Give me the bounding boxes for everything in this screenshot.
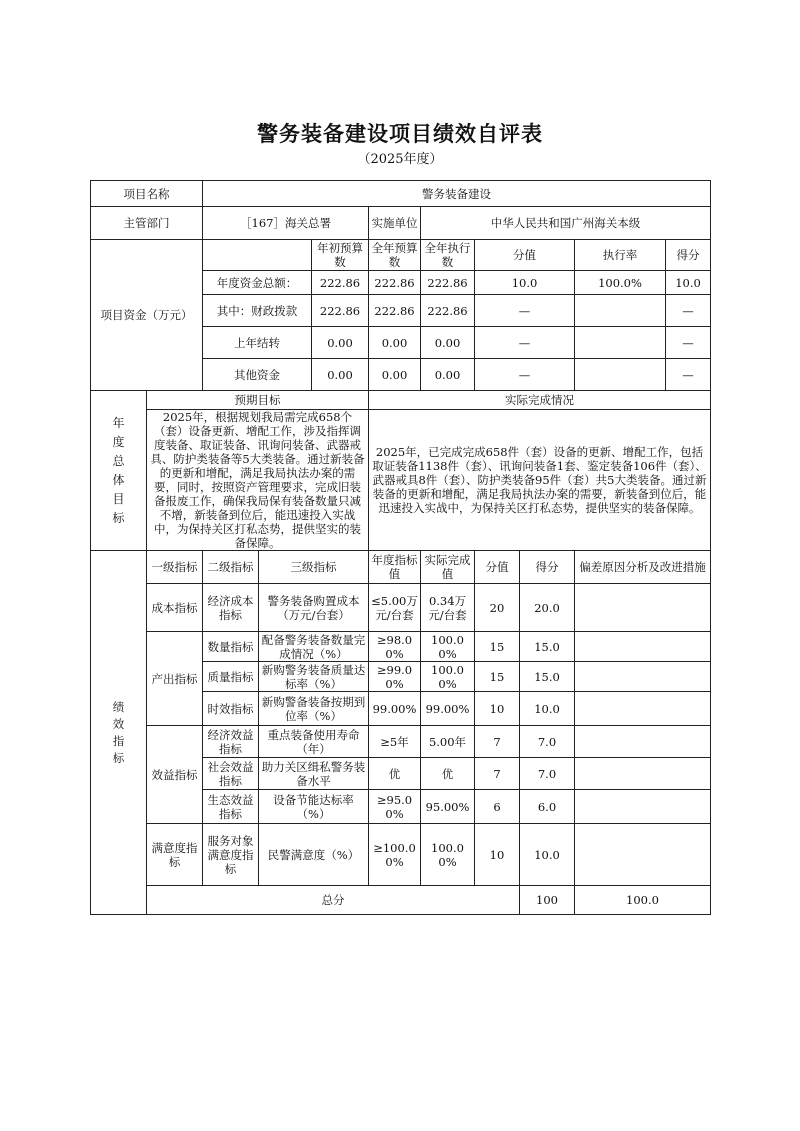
funds-row-rate: [575, 295, 666, 326]
ind-level3: 设备节能达标率（%）: [259, 790, 369, 824]
ind-header-level1: 一级指标: [147, 551, 203, 584]
ind-level1: 效益指标: [147, 726, 203, 824]
ind-level2: 生态效益指标: [203, 790, 259, 824]
ind-weight: 15: [475, 632, 520, 662]
dept-label: 主管部门: [91, 207, 203, 240]
ind-weight: 20: [475, 584, 520, 632]
funds-header-rate-score: [575, 240, 711, 271]
funds-row-score: 10.0: [675, 275, 701, 290]
funds-header-weight: 分值: [475, 240, 575, 271]
funds-row-weight: —: [475, 327, 575, 359]
funds-label: 项目资金（万元）: [91, 240, 203, 391]
funds-row-weight: —: [475, 295, 575, 327]
project-name-value: 警务装备建设: [203, 181, 711, 207]
impl-unit-value: 中华人民共和国广州海关本级: [421, 207, 711, 240]
funds-header-executed: 全年执行数: [421, 240, 475, 271]
funds-header-score: 得分: [676, 248, 700, 262]
ind-level1: 产出指标: [147, 632, 203, 726]
total-score: 100.0: [575, 886, 711, 915]
actual-result-text: 2025年，已完成完成658件（套）设备的更新、增配工作，包括取证装备1138件（套）、讯询问装备1套、鉴定装备106件（套）、武器戒具8件（套）、防护类装备95件（套）共5大类装备。通过新装备的更新和增配，满足我局执法办案的需要，新装备到位后，能迅速投入实战中，为保持关区打私态势，提供坚实的装备保障。: [369, 410, 711, 551]
ind-weight: 7: [475, 758, 520, 790]
funds-row-executed: 222.86: [421, 295, 475, 327]
ind-level1: 满意度指标: [147, 824, 203, 886]
funds-row-annual: 0.00: [369, 327, 421, 359]
ind-level2: 经济成本指标: [203, 584, 259, 632]
actual-result-header: 实际完成情况: [369, 391, 711, 410]
ind-header-target: 年度指标值: [369, 551, 421, 584]
ind-actual: 100.00%: [421, 824, 475, 886]
indicators-label: [91, 551, 147, 915]
ind-note: [575, 584, 711, 632]
ind-header-note: 偏差原因分析及改进措施: [575, 551, 711, 584]
funds-row-label: 其他资金: [203, 359, 312, 391]
ind-weight: 10: [475, 824, 520, 886]
funds-row-rate-score: [575, 295, 711, 327]
ind-level2: 时效指标: [203, 692, 259, 726]
ind-note: [575, 632, 711, 662]
ind-target: ≥99.00%: [369, 662, 421, 692]
ind-weight: 6: [475, 790, 520, 824]
funds-row-initial: 222.86: [312, 271, 369, 295]
funds-row-weight: —: [475, 359, 575, 391]
ind-note: [575, 662, 711, 692]
funds-header-initial: 年初预算数: [312, 240, 369, 271]
funds-row-label: 上年结转: [203, 327, 312, 359]
funds-row-initial: 0.00: [312, 359, 369, 391]
ind-weight: 7: [475, 726, 520, 758]
ind-target: ≥98.00%: [369, 632, 421, 662]
funds-row-rate: [575, 327, 666, 358]
evaluation-table: [90, 180, 711, 915]
ind-note: [575, 824, 711, 886]
total-label: 总分: [147, 886, 520, 915]
funds-row-annual: 0.00: [369, 359, 421, 391]
funds-row-rate-score: [575, 327, 711, 359]
ind-level3: 新购警务装备质量达标率（%）: [259, 662, 369, 692]
funds-row-annual: 222.86: [369, 271, 421, 295]
funds-header-rate: 执行率: [575, 240, 666, 270]
ind-target: ≥5年: [369, 726, 421, 758]
indicators-label-text: 绩效指标: [112, 699, 125, 765]
ind-level2: 社会效益指标: [203, 758, 259, 790]
ind-target: ≤5.00万元/台套: [369, 584, 421, 632]
funds-header-annual: 全年预算数: [369, 240, 421, 271]
ind-note: [575, 692, 711, 726]
funds-row-score: —: [682, 367, 694, 382]
page-subtitle: （2025年度）: [357, 152, 443, 167]
ind-score: 15.0: [520, 632, 575, 662]
ind-level3: 新购警备装备按期到位率（%）: [259, 692, 369, 726]
funds-row-initial: 222.86: [312, 295, 369, 327]
funds-row-rate-score: [575, 359, 711, 391]
impl-unit-label: 实施单位: [369, 207, 421, 240]
ind-score: 20.0: [520, 584, 575, 632]
project-name-label: 项目名称: [91, 181, 203, 207]
ind-score: 10.0: [520, 692, 575, 726]
ind-actual: 99.00%: [421, 692, 475, 726]
ind-score: 6.0: [520, 790, 575, 824]
expected-goal-text: 2025年，根据规划我局需完成658个（套）设备更新、增配工作，涉及指挥调度装备、取证装备、讯询问装备、武器戒具、防护类装备等5大类装备。通过新装备的更新和增配，满足我局执法办案的需要，同时，按照资产管理要求，完成旧装备报废工作，确保我局保有装备数量只减不增，新装备到位后，能迅速投入实战中，为保持关区打私态势，提供坚实的装备保障。: [147, 410, 369, 551]
ind-target: ≥100.00%: [369, 824, 421, 886]
ind-level1: 成本指标: [147, 584, 203, 632]
ind-level3: 重点装备使用寿命（年）: [259, 726, 369, 758]
funds-row-score: —: [682, 335, 694, 350]
ind-header-score: 得分: [520, 551, 575, 584]
funds-row-label: 其中：财政拨款: [203, 295, 312, 327]
ind-target: 优: [369, 758, 421, 790]
ind-score: 10.0: [520, 824, 575, 886]
ind-actual: 100.00%: [421, 662, 475, 692]
ind-weight: 15: [475, 662, 520, 692]
ind-level3: 民警满意度（%）: [259, 824, 369, 886]
ind-header-weight: 分值: [475, 551, 520, 584]
ind-level2: 质量指标: [203, 662, 259, 692]
ind-score: 7.0: [520, 758, 575, 790]
ind-note: [575, 726, 711, 758]
ind-header-actual: 实际完成值: [421, 551, 475, 584]
ind-actual: 100.00%: [421, 632, 475, 662]
funds-row-executed: 0.00: [421, 327, 475, 359]
funds-row-score: —: [682, 303, 694, 318]
funds-row-weight: 10.0: [475, 271, 575, 295]
goals-label: [91, 391, 147, 551]
ind-note: [575, 790, 711, 824]
ind-level2: 数量指标: [203, 632, 259, 662]
ind-actual: 95.00%: [421, 790, 475, 824]
ind-header-level3: 三级指标: [259, 551, 369, 584]
ind-actual: 0.34万元/台套: [421, 584, 475, 632]
ind-score: 7.0: [520, 726, 575, 758]
funds-row-rate: [575, 359, 666, 390]
funds-row-rate: 100.0%: [575, 271, 666, 294]
funds-row-executed: 0.00: [421, 359, 475, 391]
funds-row-rate-score: [575, 271, 711, 295]
expected-goal-header: 预期目标: [147, 391, 369, 410]
funds-row-annual: 222.86: [369, 295, 421, 327]
ind-note: [575, 758, 711, 790]
ind-target: ≥95.00%: [369, 790, 421, 824]
dept-value: ［167］海关总署: [203, 207, 369, 240]
funds-row-executed: 222.86: [421, 271, 475, 295]
goals-label-text: 年度总体目标: [112, 415, 125, 525]
total-weight: 100: [520, 886, 575, 915]
funds-header-blank: [203, 240, 312, 271]
ind-score: 15.0: [520, 662, 575, 692]
ind-level3: 配备警务装备数量完成情况（%）: [259, 632, 369, 662]
funds-row-initial: 0.00: [312, 327, 369, 359]
ind-actual: 5.00年: [421, 726, 475, 758]
ind-level3: 助力关区缉私警务装备水平: [259, 758, 369, 790]
ind-level2: 服务对象满意度指标: [203, 824, 259, 886]
ind-level3: 警务装备购置成本（万元/台套）: [259, 584, 369, 632]
ind-weight: 10: [475, 692, 520, 726]
page-title: 警务装备建设项目绩效自评表: [257, 122, 543, 146]
ind-target: 99.00%: [369, 692, 421, 726]
ind-header-level2: 二级指标: [203, 551, 259, 584]
ind-level2: 经济效益指标: [203, 726, 259, 758]
funds-row-label: 年度资金总额：: [203, 271, 312, 295]
ind-actual: 优: [421, 758, 475, 790]
